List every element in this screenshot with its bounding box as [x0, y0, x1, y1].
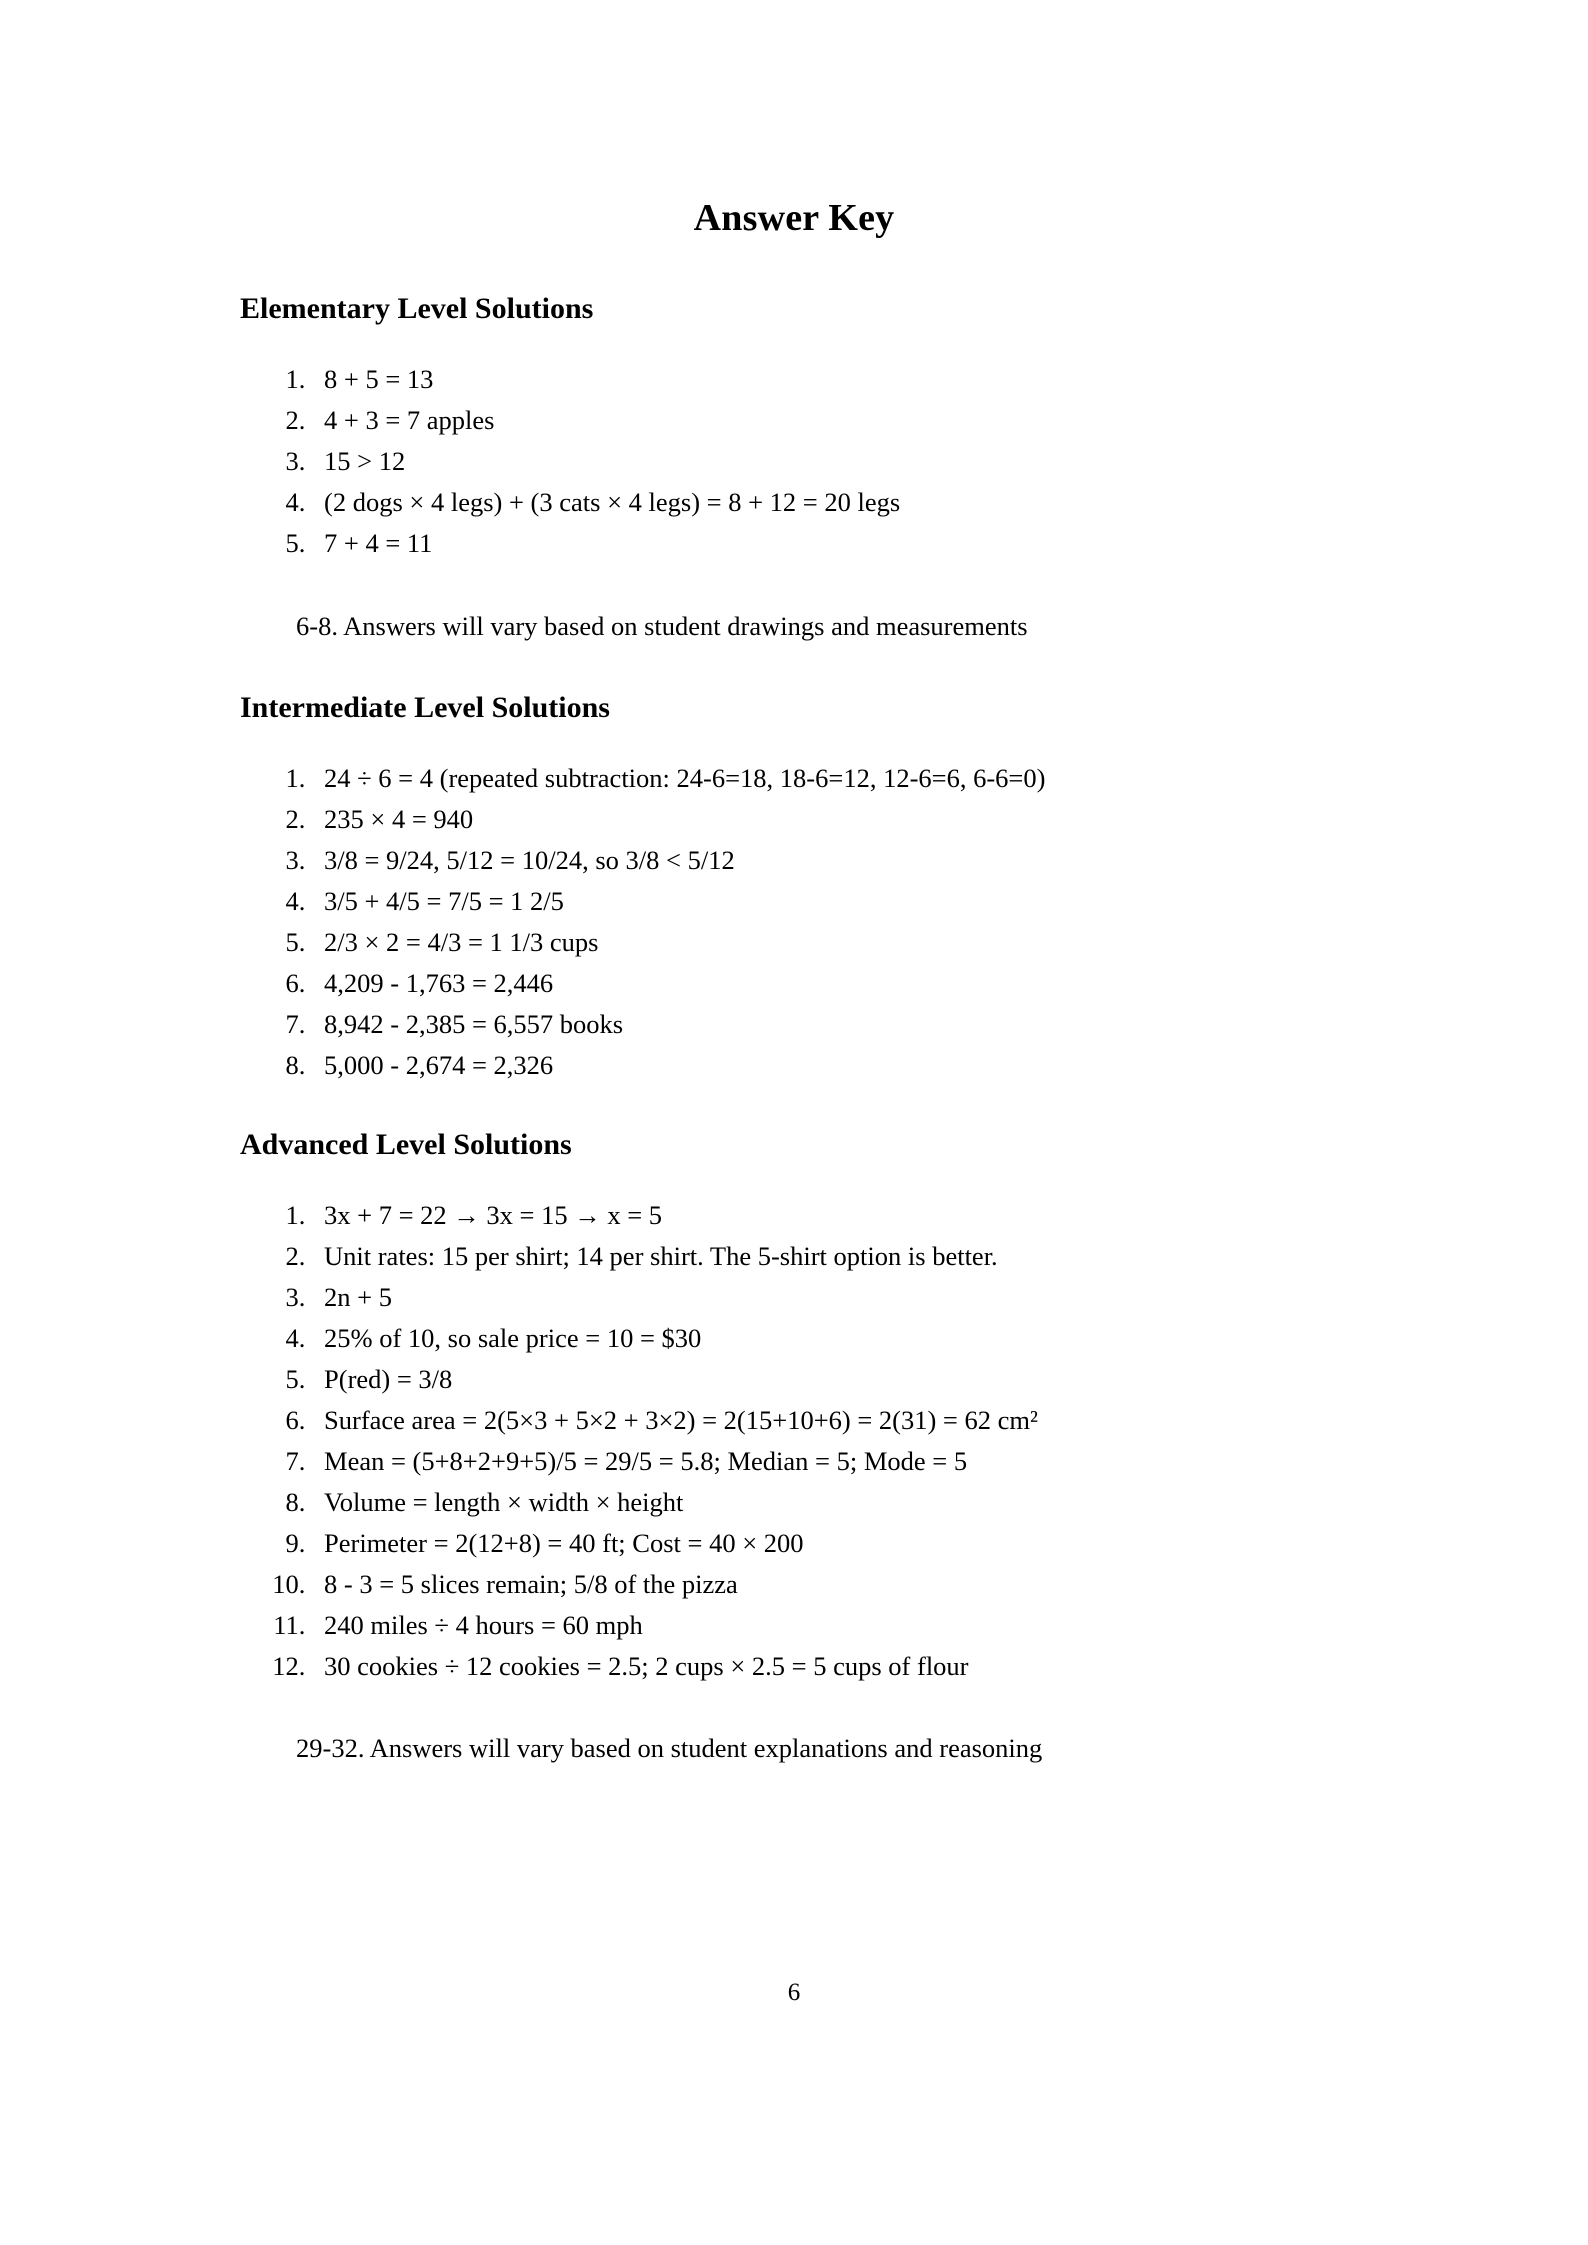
answer-list-intermediate: [240, 758, 1348, 1086]
list-item: 5. P(red) = 3/8: [312, 1359, 1348, 1400]
list-item: 5. 7 + 4 = 11: [312, 523, 1348, 564]
list-item: 3. 3/8 = 9/24, 5/12 = 10/24, so 3/8 < 5/12: [312, 840, 1348, 881]
list-item: 4. (2 dogs × 4 legs) + (3 cats × 4 legs) = 8 + 12 = 20 legs: [312, 482, 1348, 523]
list-item: 3. 15 > 12: [312, 441, 1348, 482]
answer-list-advanced: [240, 1195, 1348, 1686]
list-item: 10. 8 - 3 = 5 slices remain; 5/8 of the pizza: [312, 1564, 1348, 1605]
list-item: 2. Unit rates: 15 per shirt; 14 per shirt. The 5-shirt option is better.: [312, 1236, 1348, 1277]
section-heading-intermediate: Intermediate Level Solutions: [240, 690, 610, 724]
list-item: 12. 30 cookies ÷ 12 cookies = 2.5; 2 cups × 2.5 = 5 cups of flour: [312, 1646, 1348, 1687]
list-item: 3. 2n + 5: [312, 1277, 1348, 1318]
section-note-elementary: 6-8. Answers will vary based on student drawings and measurements: [296, 610, 1028, 641]
list-item: 1. 3x + 7 = 22 → 3x = 15 → x = 5: [312, 1195, 1348, 1236]
spacer: [240, 1086, 1348, 1126]
page-content: [240, 196, 1348, 1769]
page-title: Answer Key: [693, 197, 895, 239]
list-item: 7. 8,942 - 2,385 = 6,557 books: [312, 1004, 1348, 1045]
list-item: 5. 2/3 × 2 = 4/3 = 1 1/3 cups: [312, 922, 1348, 963]
section-note-advanced: 29-32. Answers will vary based on student explanations and reasoning: [296, 1733, 1043, 1764]
section-intermediate: [240, 689, 1348, 1086]
list-item: 4. 3/5 + 4/5 = 7/5 = 1 2/5: [312, 881, 1348, 922]
spacer: [240, 647, 1348, 689]
answer-list-elementary: [240, 359, 1348, 564]
section-heading-elementary: Elementary Level Solutions: [240, 291, 594, 325]
spacer: [240, 726, 1348, 758]
list-item: 2. 235 × 4 = 940: [312, 799, 1348, 840]
page-number: 6: [787, 1979, 801, 2006]
list-item: 2. 4 + 3 = 7 apples: [312, 400, 1348, 441]
list-item: 4. 25% of 10, so sale price = 10 = $30: [312, 1318, 1348, 1359]
spacer: [240, 327, 1348, 359]
section-advanced: [240, 1126, 1348, 1770]
spacer: [240, 242, 1348, 290]
list-item: 6. Surface area = 2(5×3 + 5×2 + 3×2) = 2(15+10+6) = 2(31) = 62 cm²: [312, 1400, 1348, 1441]
list-item: 6. 4,209 - 1,763 = 2,446: [312, 963, 1348, 1004]
list-item: 8. Volume = length × width × height: [312, 1482, 1348, 1523]
list-item: 8. 5,000 - 2,674 = 2,326: [312, 1045, 1348, 1086]
list-item: 9. Perimeter = 2(12+8) = 40 ft; Cost = 40 × 200: [312, 1523, 1348, 1564]
section-elementary: [240, 290, 1348, 647]
list-item: 1. 8 + 5 = 13: [312, 359, 1348, 400]
spacer: [240, 564, 1348, 606]
list-item: 7. Mean = (5+8+2+9+5)/5 = 29/5 = 5.8; Median = 5; Mode = 5: [312, 1441, 1348, 1482]
spacer: [240, 1163, 1348, 1195]
spacer: [240, 1686, 1348, 1728]
section-heading-advanced: Advanced Level Solutions: [240, 1127, 572, 1161]
list-item: 11. 240 miles ÷ 4 hours = 60 mph: [312, 1605, 1348, 1646]
list-item: 1. 24 ÷ 6 = 4 (repeated subtraction: 24-6=18, 18-6=12, 12-6=6, 6-6=0): [312, 758, 1348, 799]
